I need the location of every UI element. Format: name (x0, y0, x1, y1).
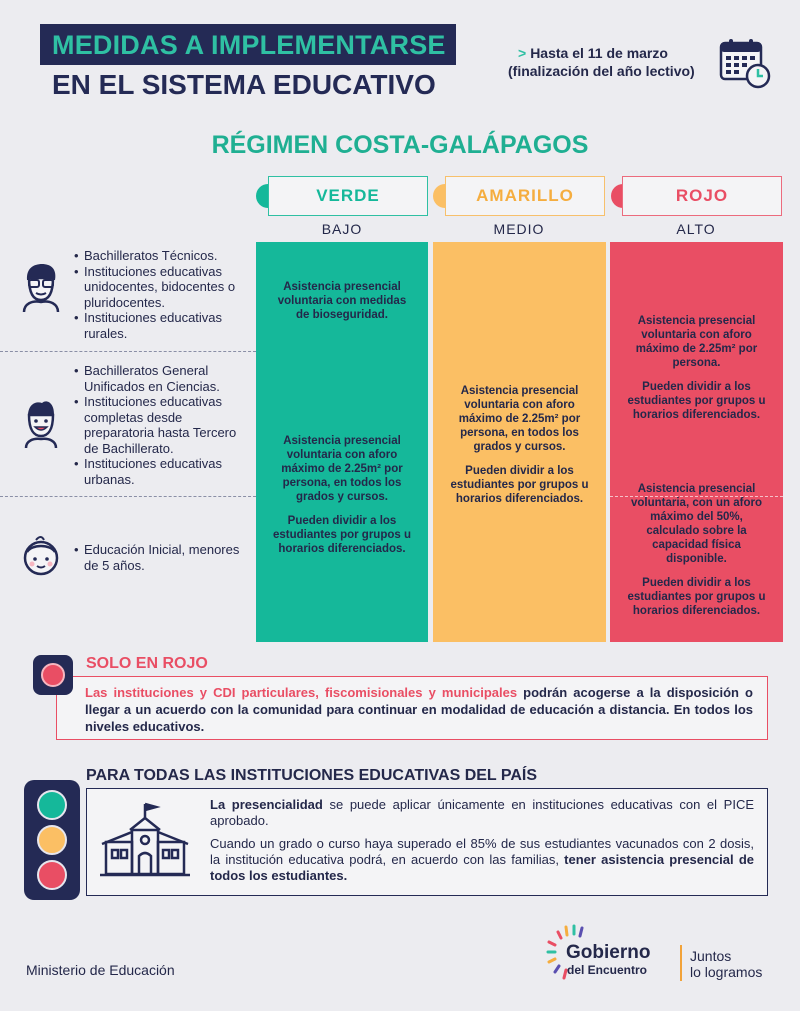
risk-alto: ALTO (676, 221, 716, 237)
date-line-1: Hasta el 11 de marzo (530, 45, 668, 61)
red-light-icon (33, 655, 73, 695)
teen-boy-glasses-icon (18, 260, 64, 312)
cell-rojo-bottom (610, 482, 783, 618)
cell-text: Asistencia presencial voluntaria con medidas de bioseguridad. (277, 281, 407, 321)
solo-rojo-title: SOLO EN ROJO (86, 655, 208, 672)
list-item: • Instituciones educativas rurales. (72, 310, 252, 341)
para-1-text: se puede aplicar únicamente en instituciones educativas con el PICE aprobado. (210, 797, 754, 828)
gobierno-line-2: del Encuentro (567, 963, 648, 977)
slogan-line-1: Juntos (690, 948, 732, 964)
cell-verde-top (256, 280, 428, 322)
title-block (40, 24, 456, 101)
list-item: • Bachilleratos Técnicos. (72, 248, 252, 264)
cell-text: Pueden dividir a los estudiantes por grupos u horarios diferenciados. (627, 381, 766, 421)
para-1-bold: La presencialidad (210, 797, 323, 812)
title-line-1: MEDIDAS A IMPLEMENTARSE (40, 24, 456, 65)
cell-text: Pueden dividir a los estudiantes por grupos u horarios diferenciados. (627, 577, 766, 617)
date-line-2: (finalización del año lectivo) (508, 63, 695, 79)
cell-rojo-top (610, 314, 783, 422)
column-rojo (610, 242, 783, 642)
cell-verde-bottom (256, 434, 428, 556)
footer-divider (680, 945, 682, 981)
calendar-clock-icon (718, 36, 772, 90)
list-item: • Bachilleratos General Unificados en Ciencias. (72, 363, 252, 394)
date-note (508, 44, 695, 80)
slogan-line-2: lo logramos (690, 964, 763, 980)
solo-rojo-text: podrán acogerse a la disposición o llegar a un acuerdo con la comunidad para continuar en modalidad de educación a distancia. En todos los niveles educativos. (85, 685, 753, 734)
para-2-text: Cuando un grado o curso haya superado el 85% de sus estudiantes vacunados con 2 dosis, la institución educativa podrá, en acuerdo con las familias, (210, 836, 754, 867)
header-amarillo-label: AMARILLO (476, 186, 574, 205)
para-2-bold: tener asistencia presencial de todos los estudiantes. (210, 852, 754, 883)
traffic-light-icon (24, 780, 80, 900)
school-building-icon (100, 800, 190, 880)
row-3-list (72, 542, 252, 573)
header-rojo (622, 176, 782, 216)
risk-bajo: BAJO (321, 221, 363, 237)
cell-text: Asistencia presencial voluntaria con aforo máximo de 2.25m² por persona. (635, 315, 758, 369)
column-verde (256, 242, 428, 642)
solo-rojo-box (56, 676, 768, 740)
list-item: • Instituciones educativas urbanas. (72, 456, 252, 487)
cell-text: Asistencia presencial voluntaria con aforo máximo de 2.25m² por persona, en todos los grados y cursos. (281, 435, 403, 503)
header-verde (268, 176, 428, 216)
cell-text: Asistencia presencial voluntaria con aforo máximo de 2.25m² por persona, en todos los grados y cursos. (458, 385, 581, 453)
header-verde-label: VERDE (316, 186, 380, 205)
risk-medio: MEDIO (493, 221, 545, 237)
para-todas-title: PARA TODAS LAS INSTITUCIONES EDUCATIVAS DEL PAÍS (86, 767, 537, 784)
row-divider (0, 351, 256, 352)
list-item: • Instituciones educativas unidocentes, bidocentes o pluridocentes. (72, 264, 252, 311)
header-rojo-label: ROJO (675, 186, 729, 205)
cell-text: Pueden dividir a los estudiantes por grupos u horarios diferenciados. (272, 515, 411, 555)
cell-amarillo (433, 384, 606, 506)
slogan (690, 948, 762, 980)
gobierno-line-1: Gobierno (566, 942, 651, 963)
cell-text: Asistencia presencial voluntaria, con un aforo máximo del 50%, calculado sobre la capacidad física disponible. (631, 483, 762, 565)
solo-rojo-highlight: Las instituciones y CDI particulares, fiscomisionales y municipales (85, 685, 518, 700)
para-1 (210, 797, 754, 829)
ministerio-label: Ministerio de Educación (26, 962, 175, 978)
boy-icon (18, 396, 64, 448)
row-divider (610, 496, 783, 497)
title-line-2: EN EL SISTEMA EDUCATIVO (52, 69, 436, 100)
row-divider (0, 496, 256, 497)
column-amarillo (433, 242, 606, 642)
gobierno-name (566, 943, 650, 977)
para-todas-text (210, 797, 754, 891)
cell-text: Pueden dividir a los estudiantes por grupos u horarios diferenciados. (450, 465, 589, 505)
list-item: • Instituciones educativas completas desde preparatoria hasta Tercero de Bachillerato. (72, 394, 252, 456)
row-2-list (72, 363, 252, 487)
regimen-title: RÉGIMEN COSTA-GALÁPAGOS (211, 131, 589, 159)
header-amarillo (445, 176, 605, 216)
chevron-right-icon: > (518, 45, 527, 61)
baby-girl-icon (18, 532, 64, 584)
para-2 (210, 836, 754, 884)
list-item: • Educación Inicial, menores de 5 años. (72, 542, 252, 573)
row-1-list (72, 248, 252, 341)
